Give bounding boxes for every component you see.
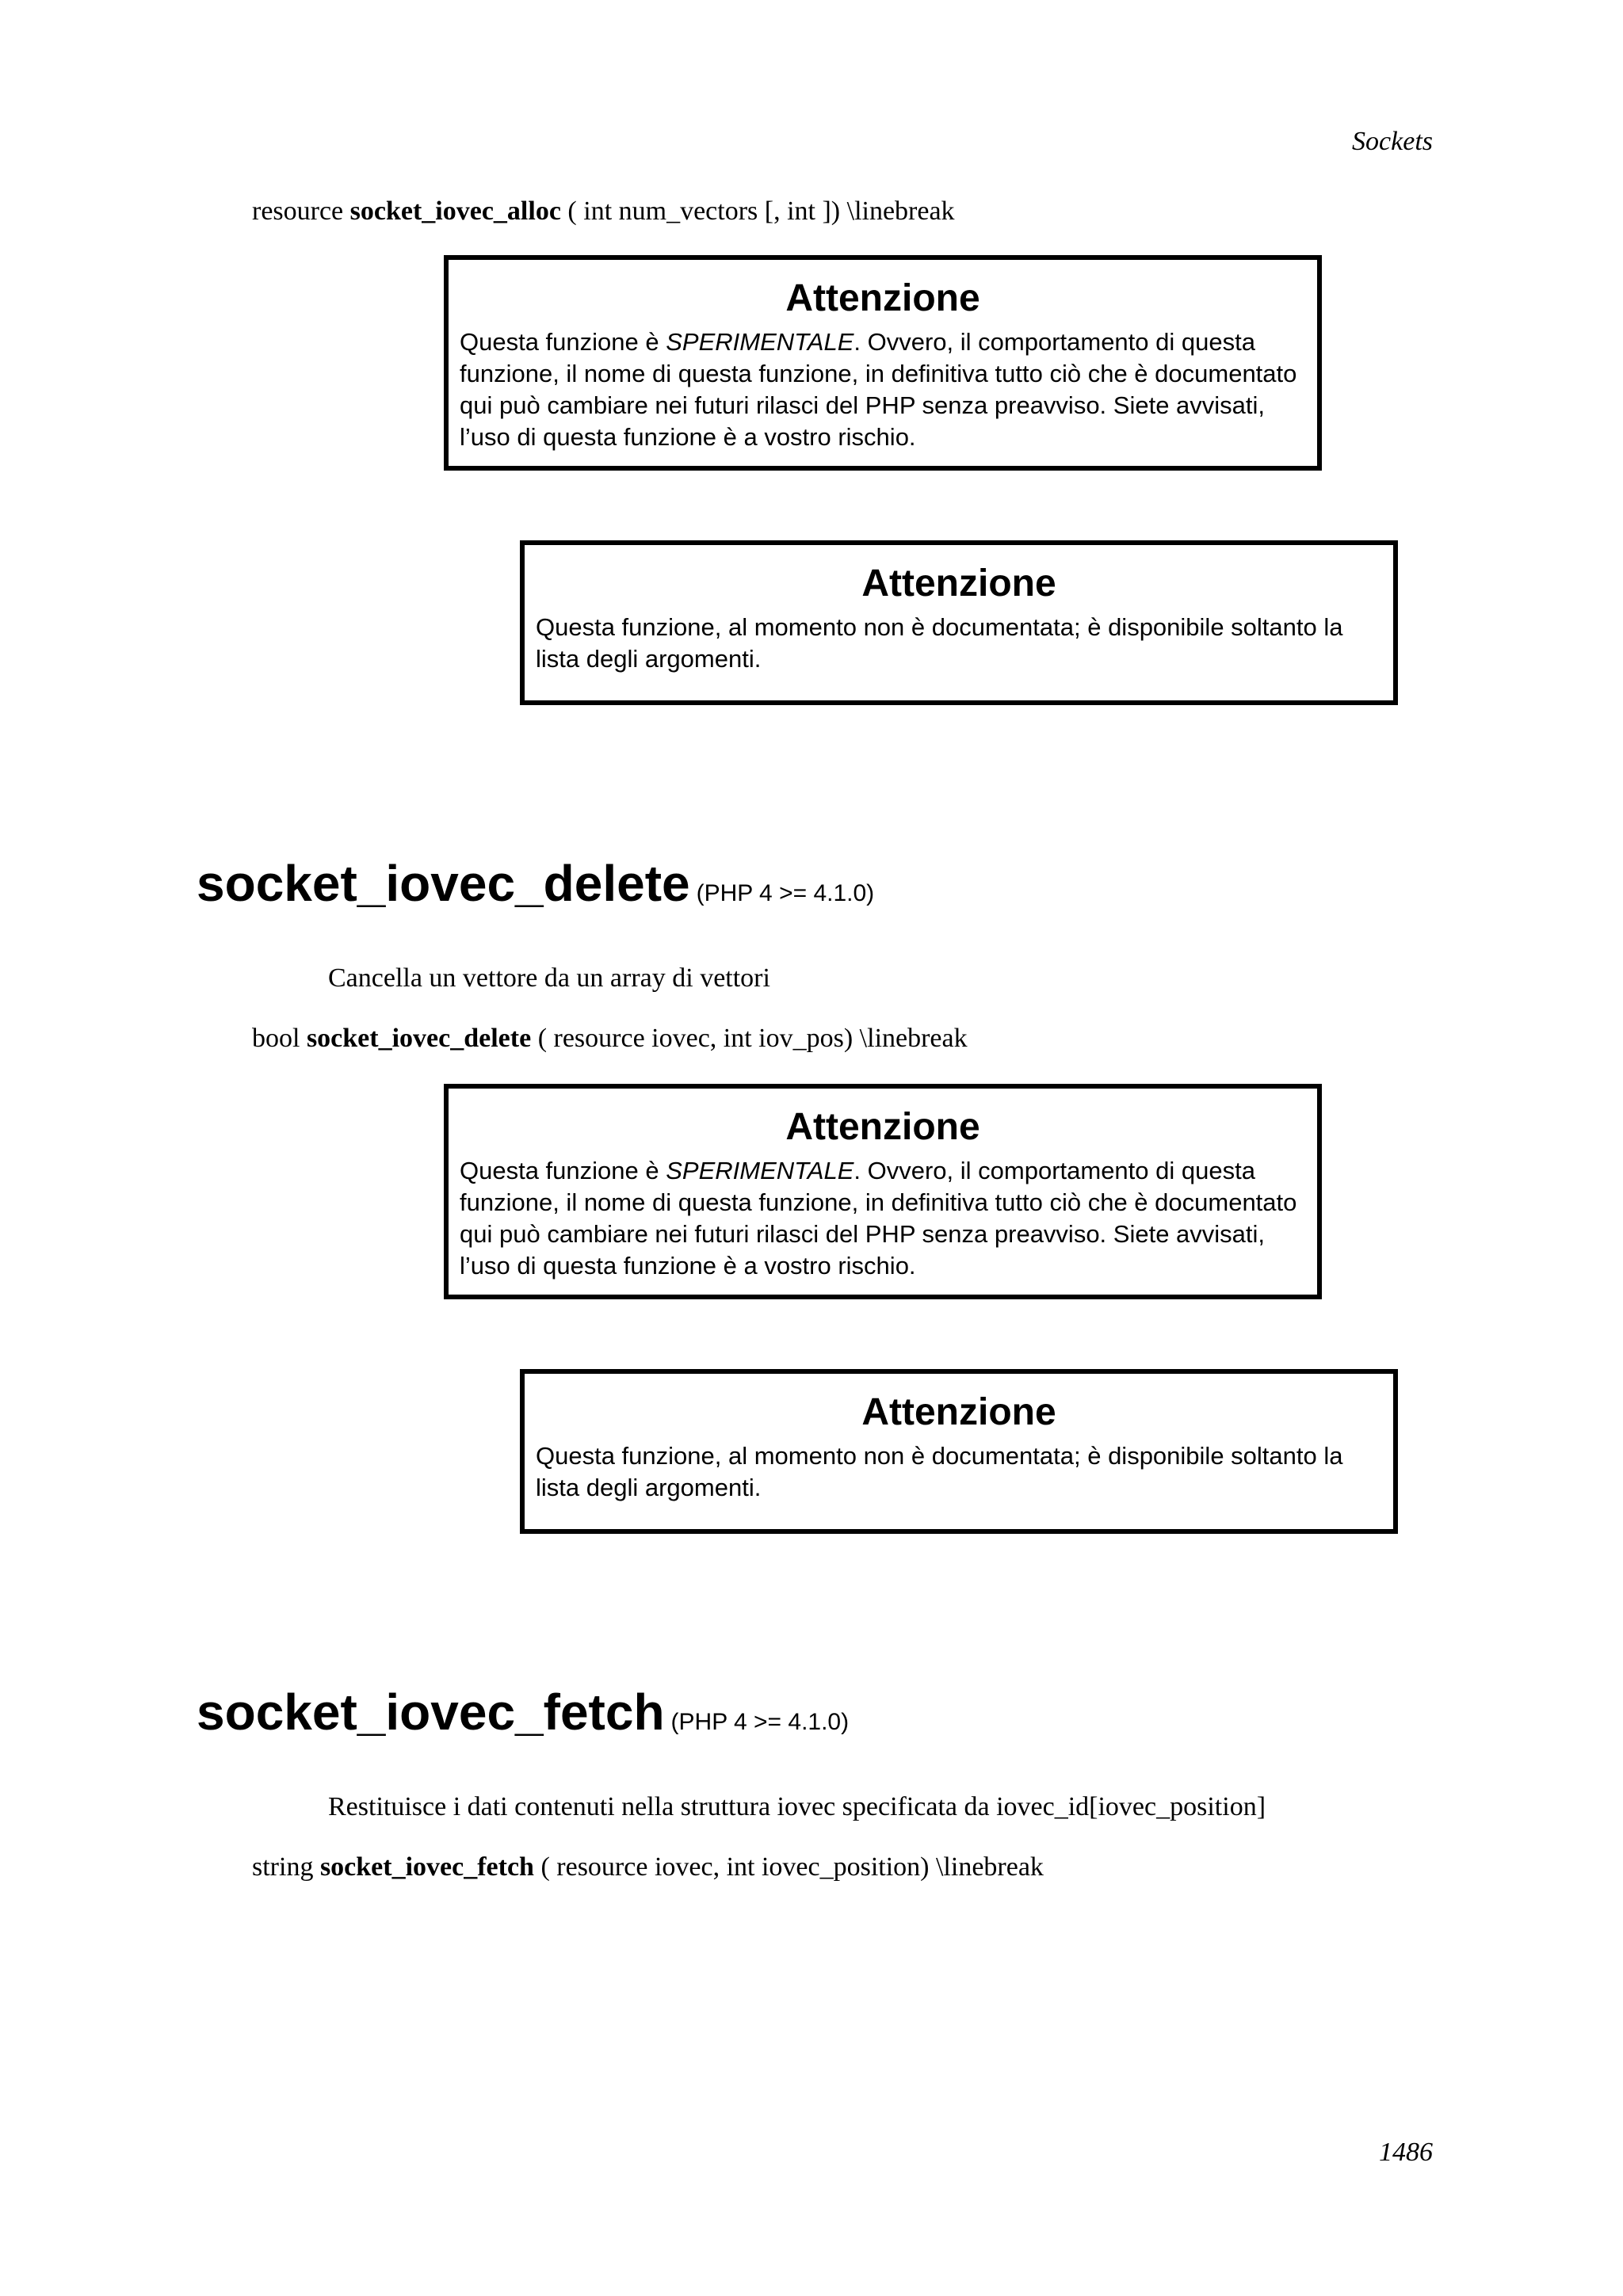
fetch-function-heading (197, 1683, 849, 1741)
running-header: Sockets (1352, 127, 1433, 156)
fetch-description: Restituisce i dati contenuti nella struttura iovec specificata da iovec_id[iovec_position] (328, 1792, 1266, 1821)
warning-title: Attenzione (861, 563, 1056, 605)
delete-function-name: socket_iovec_delete (306, 1024, 532, 1053)
warning-text: Questa funzione è SPERIMENTALE. Ovvero, il comportamento di questa funzione, il nome di questa funzione, in definitiva tutto ciò che è documentato qui può cambiare nei futuri rilasci del PHP senza preavviso. Siete avvisati, l’uso di questa funzione è a vostro rischio. (460, 1157, 1297, 1280)
alloc-synopsis (252, 196, 955, 227)
function-version: (PHP 4 >= 4.1.0) (670, 1709, 850, 1735)
warning-title: Attenzione (861, 1391, 1056, 1433)
fetch-return-type: string (252, 1852, 314, 1882)
warning-text: Questa funzione, al momento non è documentata; è disponibile soltanto la lista degli argomenti. (536, 613, 1343, 673)
experimental-warning-box (444, 1084, 1322, 1299)
function-name: socket_iovec_delete (197, 855, 690, 912)
experimental-emphasis: SPERIMENTALE (666, 328, 854, 356)
warning-title: Attenzione (785, 1106, 980, 1148)
function-version: (PHP 4 >= 4.1.0) (696, 880, 875, 906)
undocumented-warning-box (520, 540, 1398, 705)
experimental-warning-box (444, 255, 1322, 471)
delete-function-heading (197, 854, 874, 913)
alloc-arguments: ( int num_vectors [, int ]) \linebreak (560, 196, 955, 226)
delete-description: Cancella un vettore da un array di vettori (328, 963, 770, 993)
warning-title: Attenzione (785, 277, 980, 319)
experimental-emphasis: SPERIMENTALE (666, 1157, 854, 1184)
fetch-arguments: ( resource iovec, int iovec_position) \linebreak (533, 1852, 1044, 1882)
alloc-function-name: socket_iovec_alloc (349, 196, 561, 226)
function-name: socket_iovec_fetch (197, 1684, 665, 1741)
alloc-return-type: resource (252, 196, 344, 226)
delete-arguments: ( resource iovec, int iov_pos) \linebreak (531, 1024, 968, 1053)
fetch-function-name: socket_iovec_fetch (319, 1852, 534, 1882)
warning-text: Questa funzione, al momento non è documentata; è disponibile soltanto la lista degli argomenti. (536, 1442, 1343, 1501)
page-number: 1486 (1379, 2138, 1433, 2167)
warning-text: Questa funzione è SPERIMENTALE. Ovvero, il comportamento di questa funzione, il nome di questa funzione, in definitiva tutto ciò che è documentato qui può cambiare nei futuri rilasci del PHP senza preavviso. Siete avvisati, l’uso di questa funzione è a vostro rischio. (460, 328, 1297, 451)
delete-return-type: bool (252, 1024, 300, 1053)
undocumented-warning-box (520, 1369, 1398, 1534)
fetch-synopsis (252, 1852, 1044, 1882)
delete-synopsis (252, 1024, 968, 1054)
